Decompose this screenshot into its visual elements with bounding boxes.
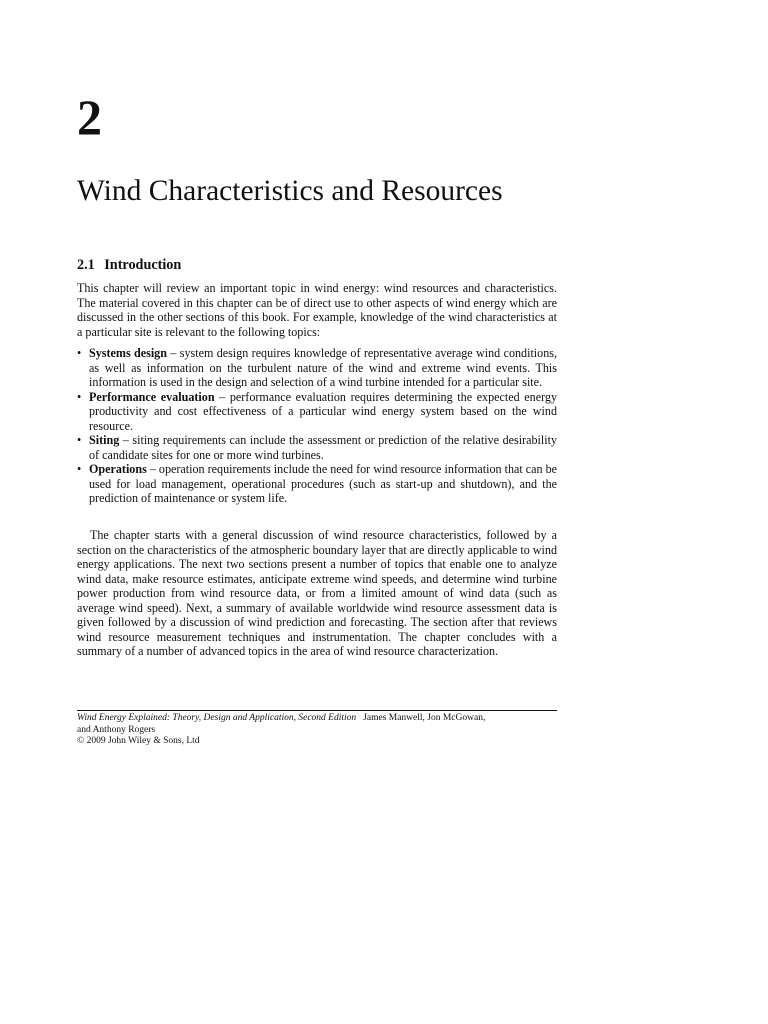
list-item: [77, 433, 557, 462]
section-number: 2.1: [77, 257, 95, 273]
list-item-term: Operations: [89, 462, 147, 476]
topic-list: [77, 346, 557, 506]
list-item-text: – siting requirements can include the assessment or prediction of the relative desirability of candidate sites for one or more wind turbines.: [89, 433, 557, 462]
section-title: Introduction: [104, 257, 182, 273]
list-item-term: Siting: [89, 433, 120, 447]
footnote-divider: [77, 710, 557, 711]
list-item-term: Performance evaluation: [89, 389, 215, 404]
copyright-notice: © 2009 John Wiley & Sons, Ltd: [77, 736, 200, 746]
bullet-icon: •: [77, 346, 82, 360]
chapter-overview-paragraph: The chapter starts with a general discussion of wind resource characteristics, followed by a section on the characteristics of the atmospheric boundary layer that are directly applicable to wind energy applications. The next two sections present a number of topics that enable one to analyze wind data, make resource estimates, anticipate extreme wind speeds, and determine wind turbine power production from wind resource data, or from a limited amount of wind data (such as average wind speed). Next, a summary of available worldwide wind resource assessment data is given followed by a discussion of wind prediction and forecasting. The section after that reviews wind resource measurement techniques and instrumentation. The chapter concludes with a summary of a number of advanced topics in the area of wind resource characterization.: [77, 528, 557, 658]
list-item-text: – operation requirements include the need for wind resource information that can be used for load management, operational procedures (such as start-up and shutdown), and the prediction of maintenance or system life.: [89, 462, 557, 505]
list-item-term: Systems design: [89, 346, 167, 360]
list-item: [77, 390, 557, 434]
intro-paragraph: This chapter will review an important topic in wind energy: wind resources and characteristics. The material covered in this chapter can be of direct use to other aspects of wind energy which are discussed in the other sections of this book. For example, knowledge of the wind characteristics at a particular site is relevant to the following topics:: [77, 281, 557, 339]
footnote: [77, 713, 557, 748]
list-item: [77, 462, 557, 506]
list-item-text: – performance evaluation requires determining the expected energy productivity and cost effectiveness of a particular wind energy system based on the wind resource.: [89, 389, 557, 433]
footnote-line-1: [77, 713, 557, 725]
list-item: [77, 346, 557, 390]
book-title: Wind Energy Explained: Theory, Design and Application, Second Edition: [77, 713, 357, 723]
authors-line-2: and Anthony Rogers: [77, 724, 156, 735]
section-heading: [77, 257, 181, 273]
list-item-text: – system design requires knowledge of representative average wind conditions, as well as information on the turbulent nature of the wind and extreme wind events. This information is used in the design and selection of a wind turbine intended for a particular site.: [89, 346, 557, 389]
bullet-icon: •: [77, 462, 82, 476]
chapter-number: 2: [77, 89, 102, 145]
authors-line-1: James Manwell, Jon McGowan,: [363, 713, 486, 723]
bullet-icon: •: [77, 389, 82, 404]
chapter-title: Wind Characteristics and Resources: [77, 175, 503, 207]
bullet-icon: •: [77, 433, 82, 447]
